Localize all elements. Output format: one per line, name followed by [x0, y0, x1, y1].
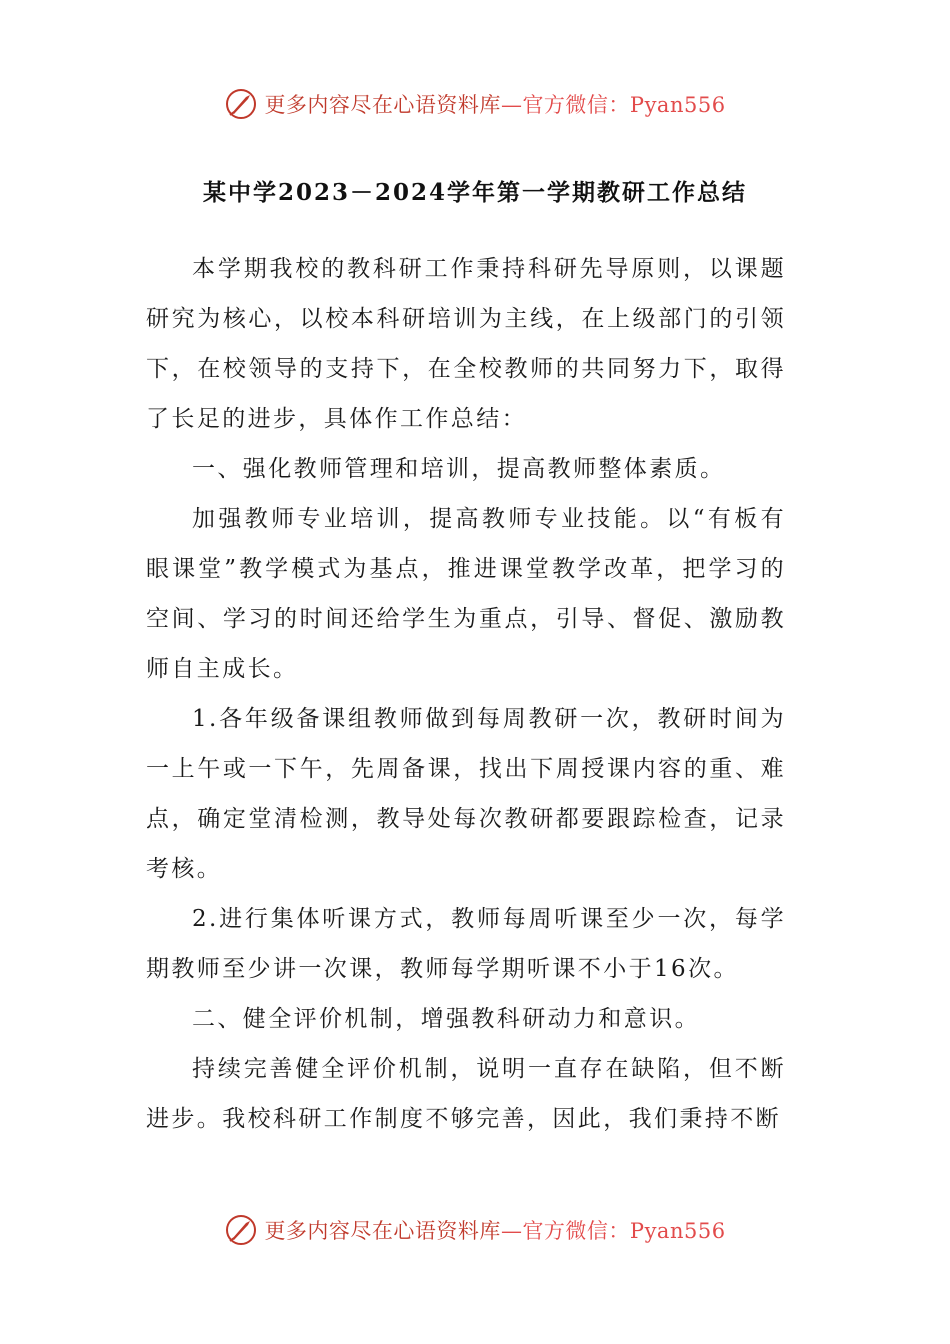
paragraph: 二、健全评价机制，增强教科研动力和意识。 [192, 1006, 700, 1032]
banner-wechat: 官方微信：Pyan556 [522, 1219, 726, 1243]
paragraph: 一、强化教师管理和培训，提高教师整体素质。 [192, 456, 726, 482]
paragraph: 2.进行集体听课方式，教师每周听课至少一次，每学期教师至少讲一次课，教师每学期听课不小于16次。 [146, 906, 786, 982]
banner-text [264, 89, 725, 119]
paragraph: 1.各年级备课组教师做到每周教研一次，教研时间为一上午或一下午，先周备课，找出下周授课内容的重、难点，确定堂清检测，教导处每次教研都要跟踪检查，记录考核。 [146, 706, 786, 882]
header-banner [0, 82, 950, 126]
banner-site-name: 更多内容尽在心语资料库 [264, 93, 501, 117]
document-title: 某中学2023－2024学年第一学期教研工作总结 [202, 179, 748, 206]
banner-text [264, 1215, 725, 1245]
quill-pen-icon [224, 87, 258, 121]
paragraph: 本学期我校的教科研工作秉持科研先导原则，以课题研究为核心，以校本科研培训为主线，在上级部门的引领下，在校领导的支持下，在全校教师的共同努力下，取得了长足的进步，具体作工作总结： [146, 256, 786, 432]
footer-banner [0, 1208, 950, 1252]
banner-separator: — [500, 93, 523, 117]
banner-wechat: 官方微信：Pyan556 [522, 93, 726, 117]
document-body [146, 244, 786, 1144]
banner-site-name: 更多内容尽在心语资料库 [264, 1219, 501, 1243]
quill-pen-icon [224, 1213, 258, 1247]
paragraph: 加强教师专业培训，提高教师专业技能。以“有板有眼课堂”教学模式为基点，推进课堂教学改革，把学习的空间、学习的时间还给学生为重点，引导、督促、激励教师自主成长。 [146, 506, 786, 682]
paragraph: 持续完善健全评价机制，说明一直存在缺陷，但不断进步。我校科研工作制度不够完善，因此，我们秉持不断 [146, 1056, 786, 1132]
banner-separator: — [500, 1219, 523, 1243]
